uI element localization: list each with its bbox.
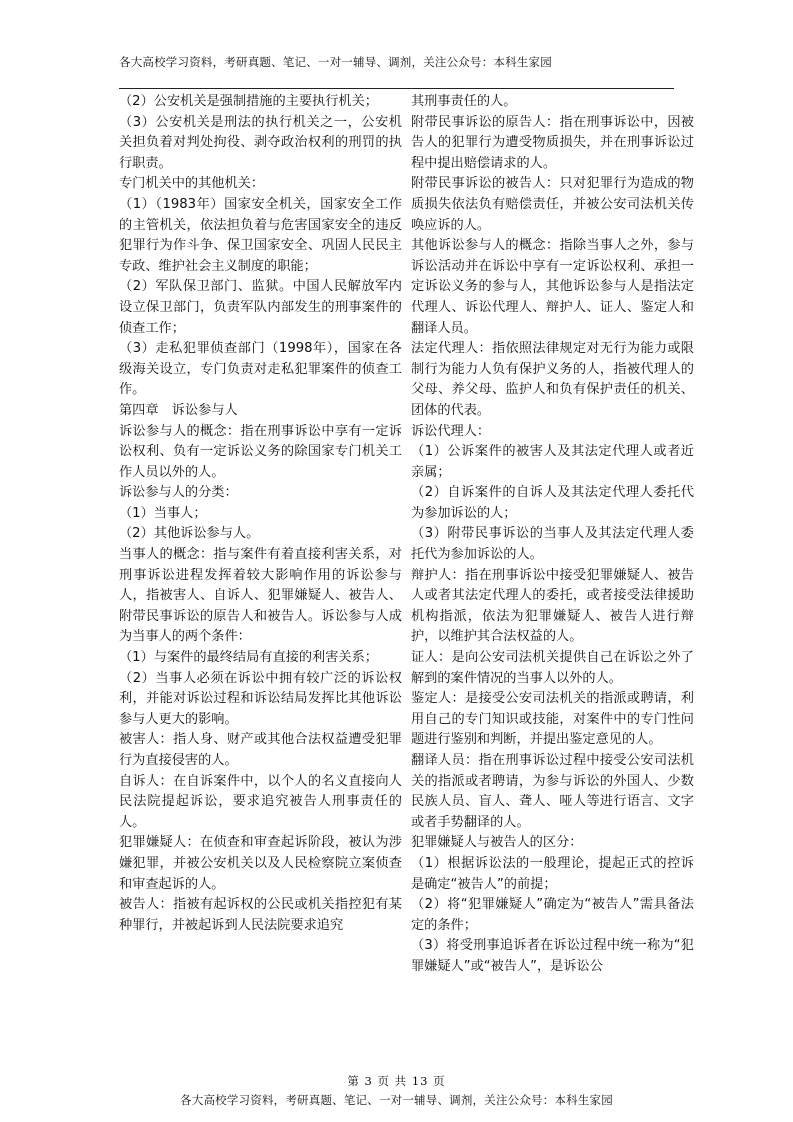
paragraph: 其刑事责任的人。 — [411, 94, 517, 109]
paragraph: 证人：是向公安司法机关提供自己在诉讼之外了解到的案件情况的当事人以外的人。 — [411, 650, 694, 686]
paragraph: 诉讼参与人的分类： — [119, 485, 238, 501]
chapter-heading: 第四章 诉讼参与人 — [119, 402, 238, 418]
page-footer: 各大高校学习资料，考研真题、笔记、一对一辅导、调剂，关注公众号：本科生家园 — [180, 1093, 613, 1107]
paragraph: 翻译人员：指在刑事诉讼过程中接受公安司法机关的指派或者聘请，为参与诉讼的外国人、少数民族人员、盲人、聋人、哑人等进行语言、文字或者手势翻译的人。 — [411, 753, 694, 830]
paragraph: （2）其他诉讼参与人。 — [119, 526, 260, 542]
paragraph: 当事人的概念：指与案件有着直接利害关系，对刑事诉讼进程发挥着较大影响作用的诉讼参与人，指被害人、自诉人、犯罪嫌疑人、被告人、附带民事诉讼的原告人和被告人。诉讼参与人成为当事人的两个条件： — [119, 547, 402, 645]
paragraph: 被害人：指人身、财产或其他合法权益遭受犯罪行为直接侵害的人。 — [119, 732, 402, 768]
paragraph: （2）军队保卫部门、监狱。中国人民解放军内设立保卫部门，负责军队内部发生的刑事案件的侦查工作； — [119, 279, 402, 336]
paragraph: （1）当事人； — [119, 505, 207, 521]
paragraph: 被告人：指被有起诉权的公民或机关指控犯有某种罪行，并被起诉到人民法院要求追究 — [119, 897, 402, 933]
paragraph: 专门机关中的其他机关： — [119, 176, 265, 192]
left-column — [119, 92, 402, 936]
paragraph: 法定代理人：指依照法律规定对无行为能力或限制行为能力人负有保护义务的人，指被代理人的父母、养父母、监护人和负有保护责任的机关、团体的代表。 — [411, 341, 694, 418]
paragraph: （3）公安机关是刑法的执行机关之一，公安机关担负着对判处拘役、剥夺政治权利的刑罚的执行职责。 — [119, 114, 402, 171]
paragraph: 犯罪嫌疑人：在侦查和审查起诉阶段，被认为涉嫌犯罪，并被公安机关以及人民检察院立案侦查和审查起诉的人。 — [119, 835, 402, 892]
paragraph: （3）走私犯罪侦查部门（1998年），国家在各级海关设立，专门负责对走私犯罪案件的侦查工作。 — [119, 341, 402, 398]
paragraph: （3）附带民事诉讼的当事人及其法定代理人委托代为参加诉讼的人。 — [411, 526, 694, 563]
paragraph: 诉讼代理人： — [411, 423, 491, 439]
paragraph: （2）将“犯罪嫌疑人”确定为“被告人”需具备法定的条件； — [411, 897, 694, 933]
paragraph: 自诉人：在自诉案件中，以个人的名义直接向人民法院提起诉讼，要求追究被告人刑事责任的人。 — [119, 773, 402, 830]
page-header: 各大高校学习资料，考研真题、笔记、一对一辅导、调剂，关注公众号：本科生家园 — [119, 55, 552, 69]
paragraph: （2）自诉案件的自诉人及其法定代理人委托代为参加诉讼的人； — [411, 485, 694, 521]
paragraph: （1）公诉案件的被害人及其法定代理人或者近亲属； — [411, 444, 694, 480]
paragraph: （2）公安机关是强制措施的主要执行机关； — [119, 94, 378, 109]
paragraph: （3）将受刑事追诉者在诉讼过程中统一称为“犯罪嫌疑人”或“被告人”，是诉讼公 — [411, 938, 694, 974]
paragraph: （1）与案件的最终结局有直接的利害关系； — [119, 650, 378, 666]
paragraph: 鉴定人：是接受公安司法机关的指派或聘请，利用自己的专门知识或技能，对案件中的专门性问题进行鉴别和判断，并提出鉴定意见的人。 — [411, 691, 694, 748]
paragraph: （2）当事人必须在诉讼中拥有较广泛的诉讼权利，并能对诉讼过程和诉讼结局发挥比其他诉讼参与人更大的影响。 — [119, 670, 402, 727]
paragraph: （1）（1983年）国家安全机关，国家安全工作的主管机关，依法担负着与危害国家安全的违反犯罪行为作斗争、保卫国家安全、巩固人民民主专政、维护社会主义制度的职能； — [119, 196, 402, 274]
header-divider — [119, 88, 674, 89]
paragraph: 诉讼参与人的概念：指在刑事诉讼中享有一定诉讼权利、负有一定诉讼义务的除国家专门机关工作人员以外的人。 — [119, 423, 402, 480]
paragraph: 其他诉讼参与人的概念：指除当事人之外，参与诉讼活动并在诉讼中享有一定诉讼权利、承担一定诉讼义务的参与人，其他诉讼参与人是指法定代理人、诉讼代理人、辩护人、证人、鉴定人和翻译人员。 — [411, 238, 694, 336]
right-column — [411, 92, 694, 978]
paragraph: 附带民事诉讼的原告人：指在刑事诉讼中，因被告人的犯罪行为遭受物质损失，并在刑事诉讼过程中提出赔偿请求的人。 — [411, 114, 694, 171]
paragraph: 附带民事诉讼的被告人：只对犯罪行为造成的物质损失依法负有赔偿责任，并被公安司法机关传唤应诉的人。 — [411, 176, 694, 233]
page-number: 第 3 页 共 13 页 — [347, 1074, 446, 1088]
paragraph: 辩护人：指在刑事诉讼中接受犯罪嫌疑人、被告人或者其法定代理人的委托，或者接受法律援助机构指派，依法为犯罪嫌疑人、被告人进行辩护，以维护其合法权益的人。 — [411, 567, 694, 645]
paragraph: 犯罪嫌疑人与被告人的区分： — [411, 835, 583, 851]
paragraph: （1）根据诉讼法的一般理论，提起正式的控诉是确定“被告人”的前提； — [411, 855, 694, 892]
